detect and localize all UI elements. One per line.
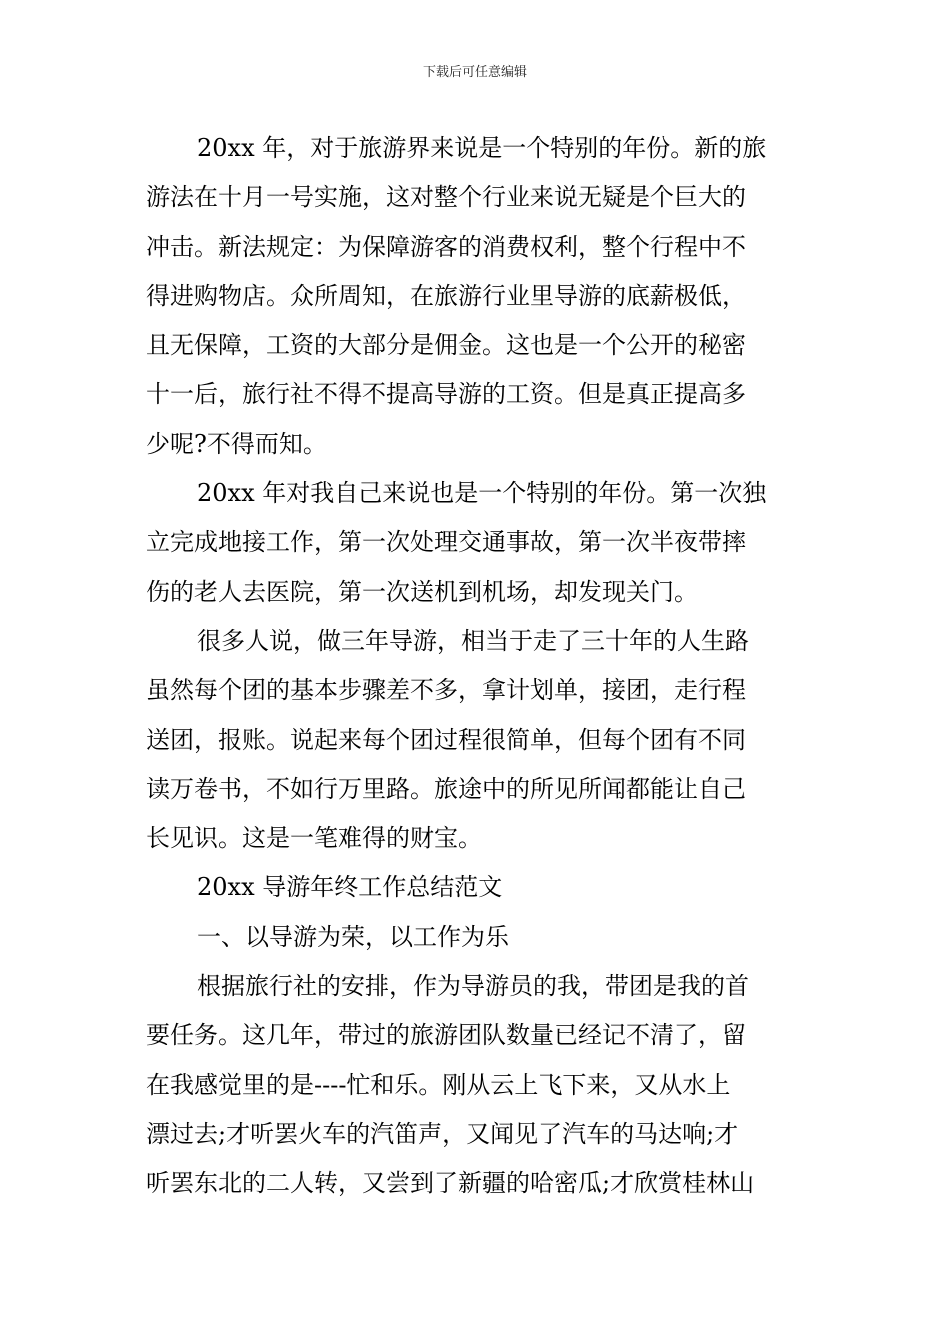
paragraph-line: 十一后，旅行社不得不提高导游的工资。但是真正提高多 [146,380,746,409]
paragraph-line: 立完成地接工作，第一次处理交通事故，第一次半夜带摔 [146,528,746,557]
paragraph-line: 听罢东北的二人转，又尝到了新疆的哈密瓜;才欣赏桂林山 [146,1169,755,1198]
paragraph-line: 得进购物店。众所周知，在旅游行业里导游的底薪极低， [146,281,746,310]
paragraph-line: 要任务。这几年，带过的旅游团队数量已经记不清了，留 [146,1021,746,1050]
paragraph-line: 很多人说，做三年导游，相当于走了三十年的人生路 [197,626,749,655]
paragraph-line: 游法在十月一号实施，这对整个行业来说无疑是个巨大的 [146,183,746,212]
paragraph-line: 漂过去;才听罢火车的汽笛声，又闻见了汽车的马达响;才 [146,1119,739,1148]
paragraph-line: 少呢?不得而知。 [146,429,327,458]
paragraph-line: 在我感觉里的是----忙和乐。刚从云上飞下来，又从水上 [146,1070,731,1099]
section-heading: 一、以导游为荣，以工作为乐 [197,922,509,951]
paragraph-line: 20xx 年，对于旅游界来说是一个特别的年份。新的旅 [197,134,767,162]
section-title: 20xx 导游年终工作总结范文 [197,873,503,902]
paragraph-line: 伤的老人去医院，第一次送机到机场，却发现关门。 [146,577,698,606]
page-header: 下载后可任意编辑 [422,65,527,80]
paragraph-line: 长见识。这是一笔难得的财宝。 [146,824,482,853]
document-body [146,124,812,1209]
paragraph-line: 读万卷书，不如行万里路。旅途中的所见所闻都能让自己 [146,774,746,803]
paragraph-line: 送团，报账。说起来每个团过程很简单，但每个团有不同 [146,725,746,754]
paragraph-line: 冲击。新法规定：为保障游客的消费权利，整个行程中不 [146,232,746,261]
paragraph-line: 虽然每个团的基本步骤差不多，拿计划单，接团，走行程 [146,676,746,705]
paragraph-line: 根据旅行社的安排，作为导游员的我，带团是我的首 [197,972,749,1001]
paragraph-line: 且无保障，工资的大部分是佣金。这也是一个公开的秘密 [146,331,746,360]
paragraph-line: 20xx 年对我自己来说也是一个特别的年份。第一次独 [197,479,767,508]
